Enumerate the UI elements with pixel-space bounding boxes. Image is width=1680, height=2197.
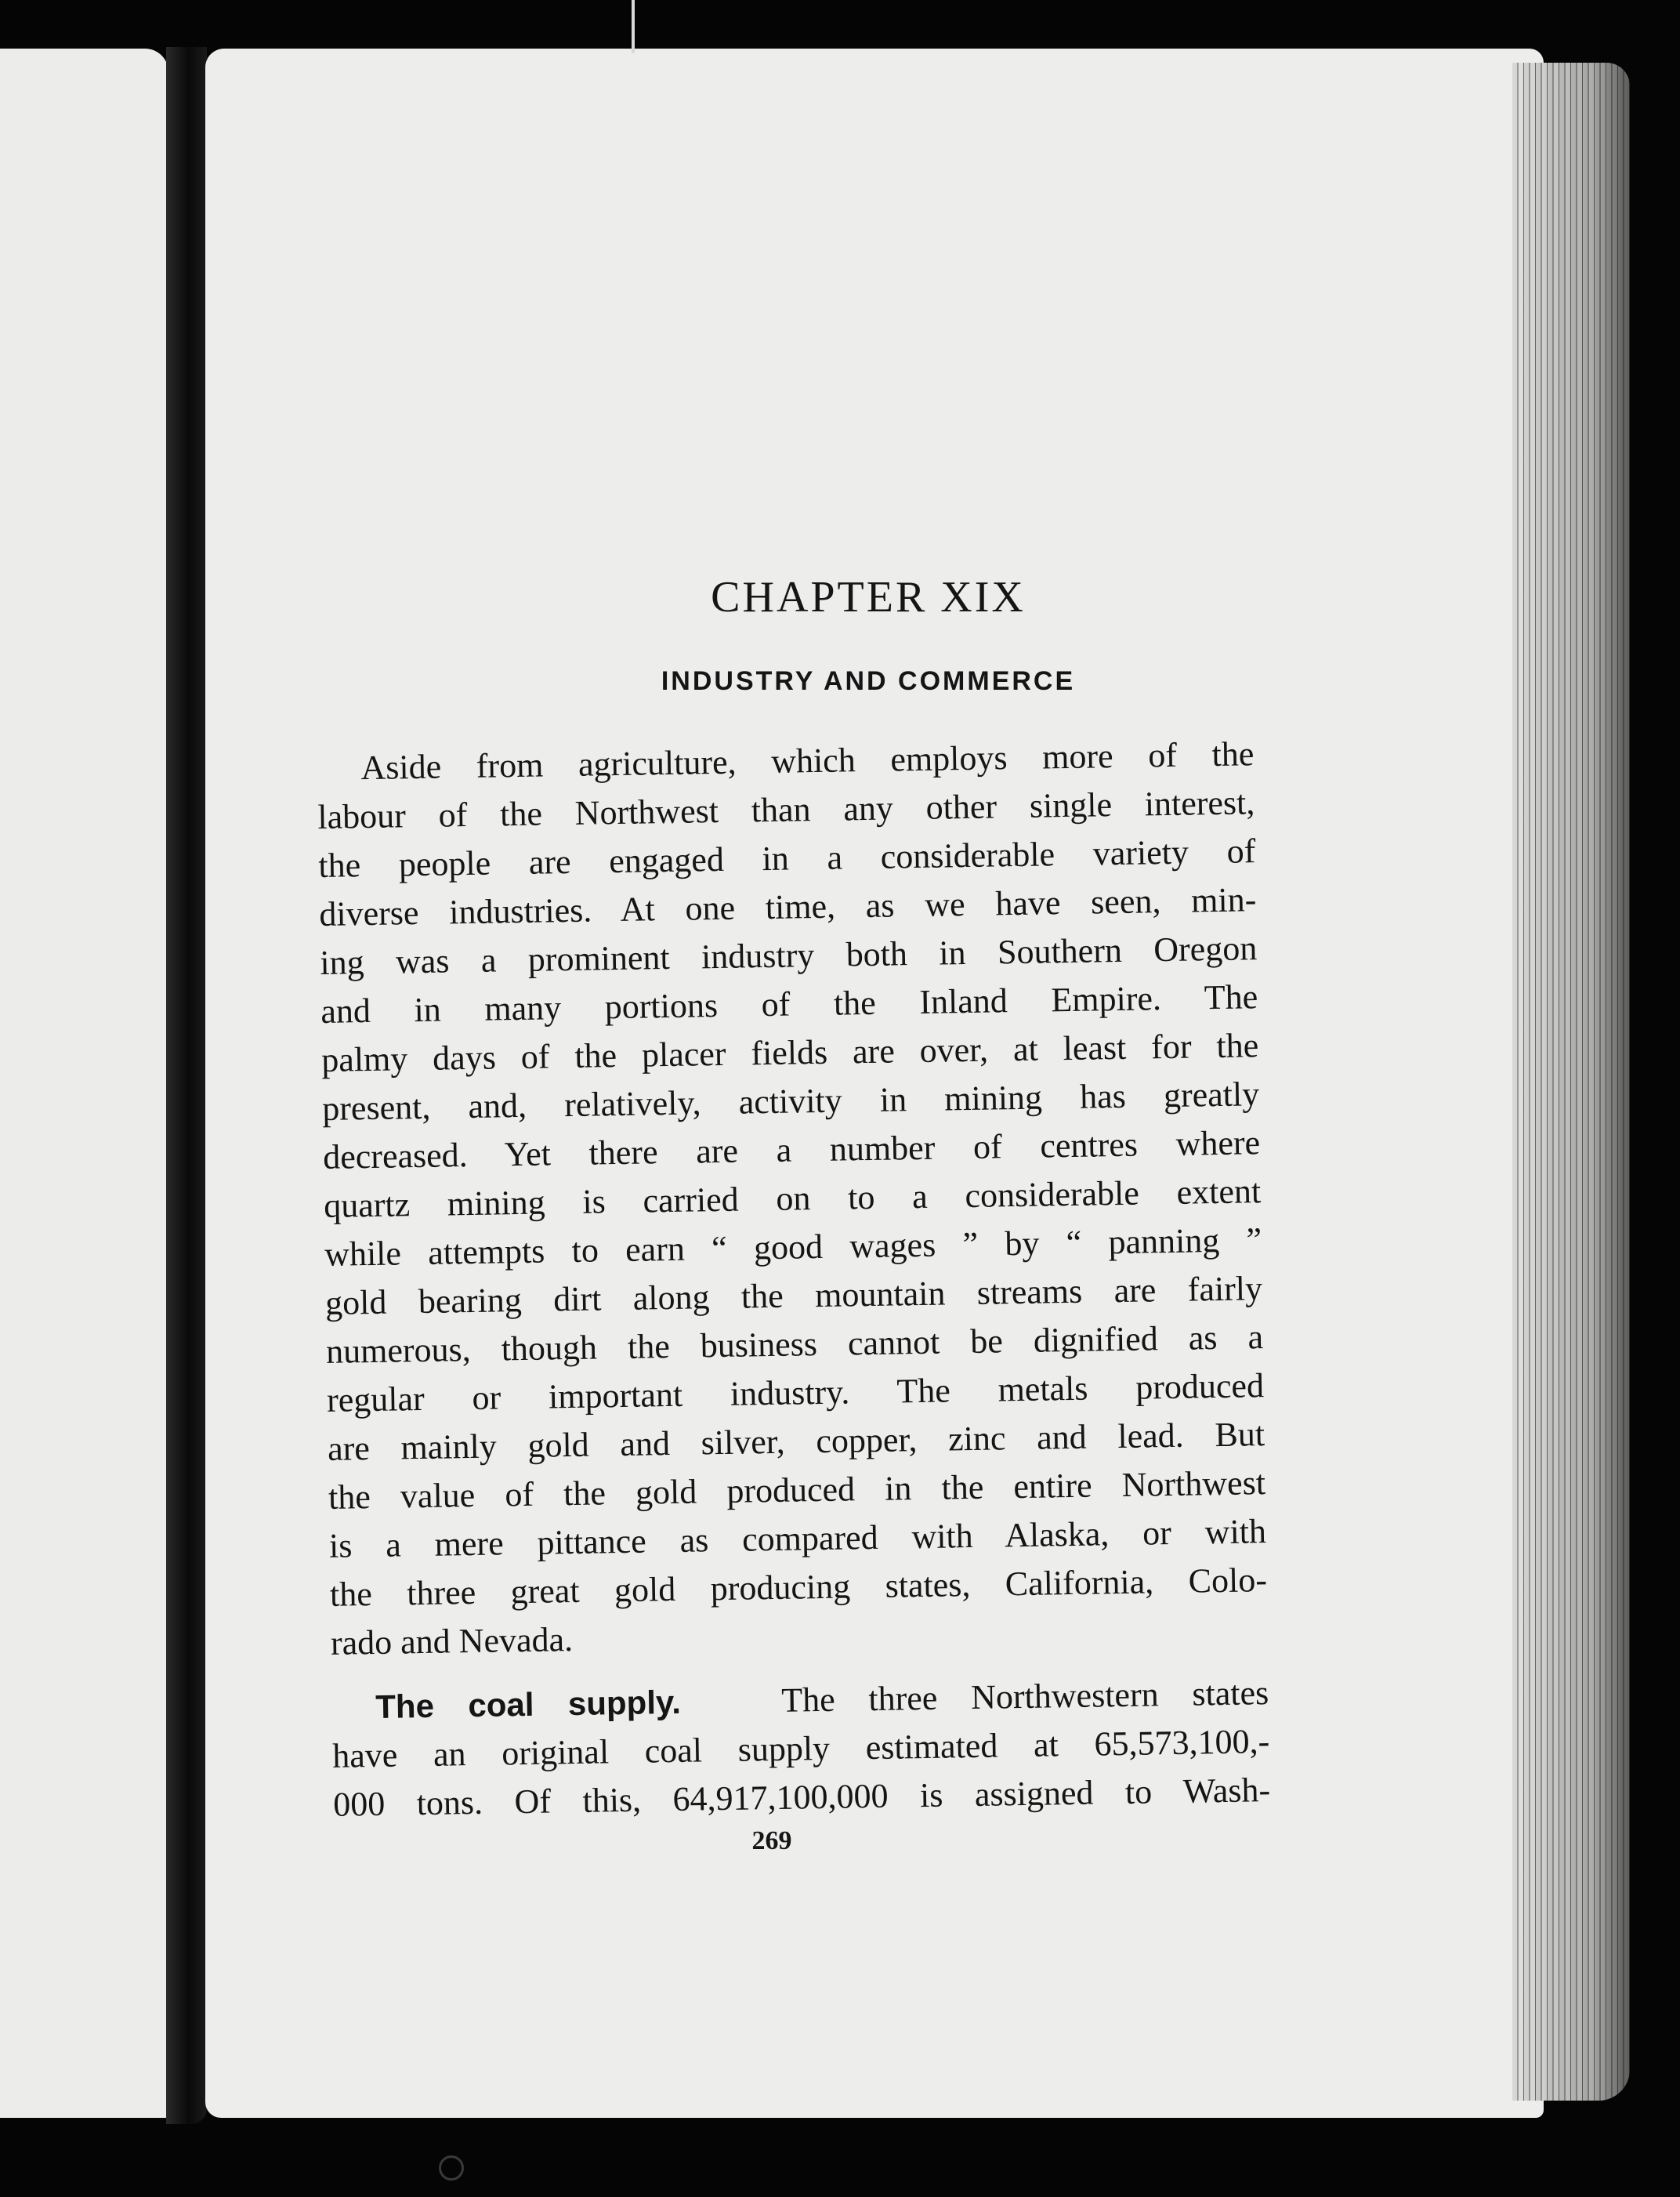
- body-line: rado and Nevada.: [330, 1620, 574, 1662]
- body-line: 000 tons. Of this, 64,917,100,000 is assigned to Wash-: [332, 1771, 1271, 1824]
- body-line: the value of the gold produced in the entire Northwest: [328, 1463, 1266, 1517]
- body-line: present, and, relatively, activity in mining has greatly: [321, 1075, 1260, 1128]
- paragraph-coal-supply: [331, 1669, 1271, 1829]
- body-line: the people are engaged in a considerable variety of: [318, 832, 1256, 885]
- page-edges-shadow: [1512, 63, 1630, 2101]
- book-gutter: [166, 47, 207, 2124]
- body-line: the three great gold producing states, California, Colo-: [329, 1561, 1268, 1614]
- body-line: regular or important industry. The metals produced: [326, 1366, 1265, 1419]
- paragraph-industry: [317, 730, 1268, 1668]
- body-line: have an original coal supply estimated at 65,573,100,-: [331, 1722, 1270, 1775]
- body-line: palmy days of the placer fields are over, at least for the: [320, 1026, 1259, 1079]
- body-line: and in many portions of the Inland Empire. The: [320, 977, 1258, 1031]
- body-line: while attempts to earn “ good wages ” by “ panning ”: [324, 1220, 1262, 1274]
- left-page: [0, 49, 168, 2118]
- chapter-title: CHAPTER XIX: [711, 573, 1026, 622]
- page-number: 269: [751, 1826, 792, 1855]
- section-title: INDUSTRY AND COMMERCE: [661, 666, 1076, 696]
- body-line: ing was a prominent industry both in Southern Oregon: [319, 929, 1258, 982]
- body-line: quartz mining is carried on to a considerable extent: [323, 1172, 1262, 1225]
- runin-heading: The coal supply.: [375, 1683, 682, 1725]
- scan-artifact: [439, 2155, 464, 2181]
- body-line: decreased. Yet there are a number of centres where: [322, 1123, 1261, 1176]
- body-line: labour of the Northwest than any other single interest,: [317, 783, 1255, 836]
- body-line: gold bearing dirt along the mountain streams are fairly: [324, 1269, 1263, 1322]
- body-line: diverse industries. At one time, as we have seen, min-: [319, 880, 1257, 934]
- body-line-text: The three Northwestern states: [780, 1673, 1269, 1720]
- body-line: is a mere pittance as compared with Alaska, or with: [328, 1512, 1267, 1565]
- body-text: [317, 730, 1271, 1829]
- body-line: are mainly gold and silver, copper, zinc and lead. But: [327, 1415, 1265, 1468]
- bookmark-thread: [632, 0, 635, 53]
- body-line: numerous, though the business cannot be dignified as a: [325, 1318, 1264, 1371]
- body-line: Aside from agriculture, which employs more of the: [360, 734, 1255, 788]
